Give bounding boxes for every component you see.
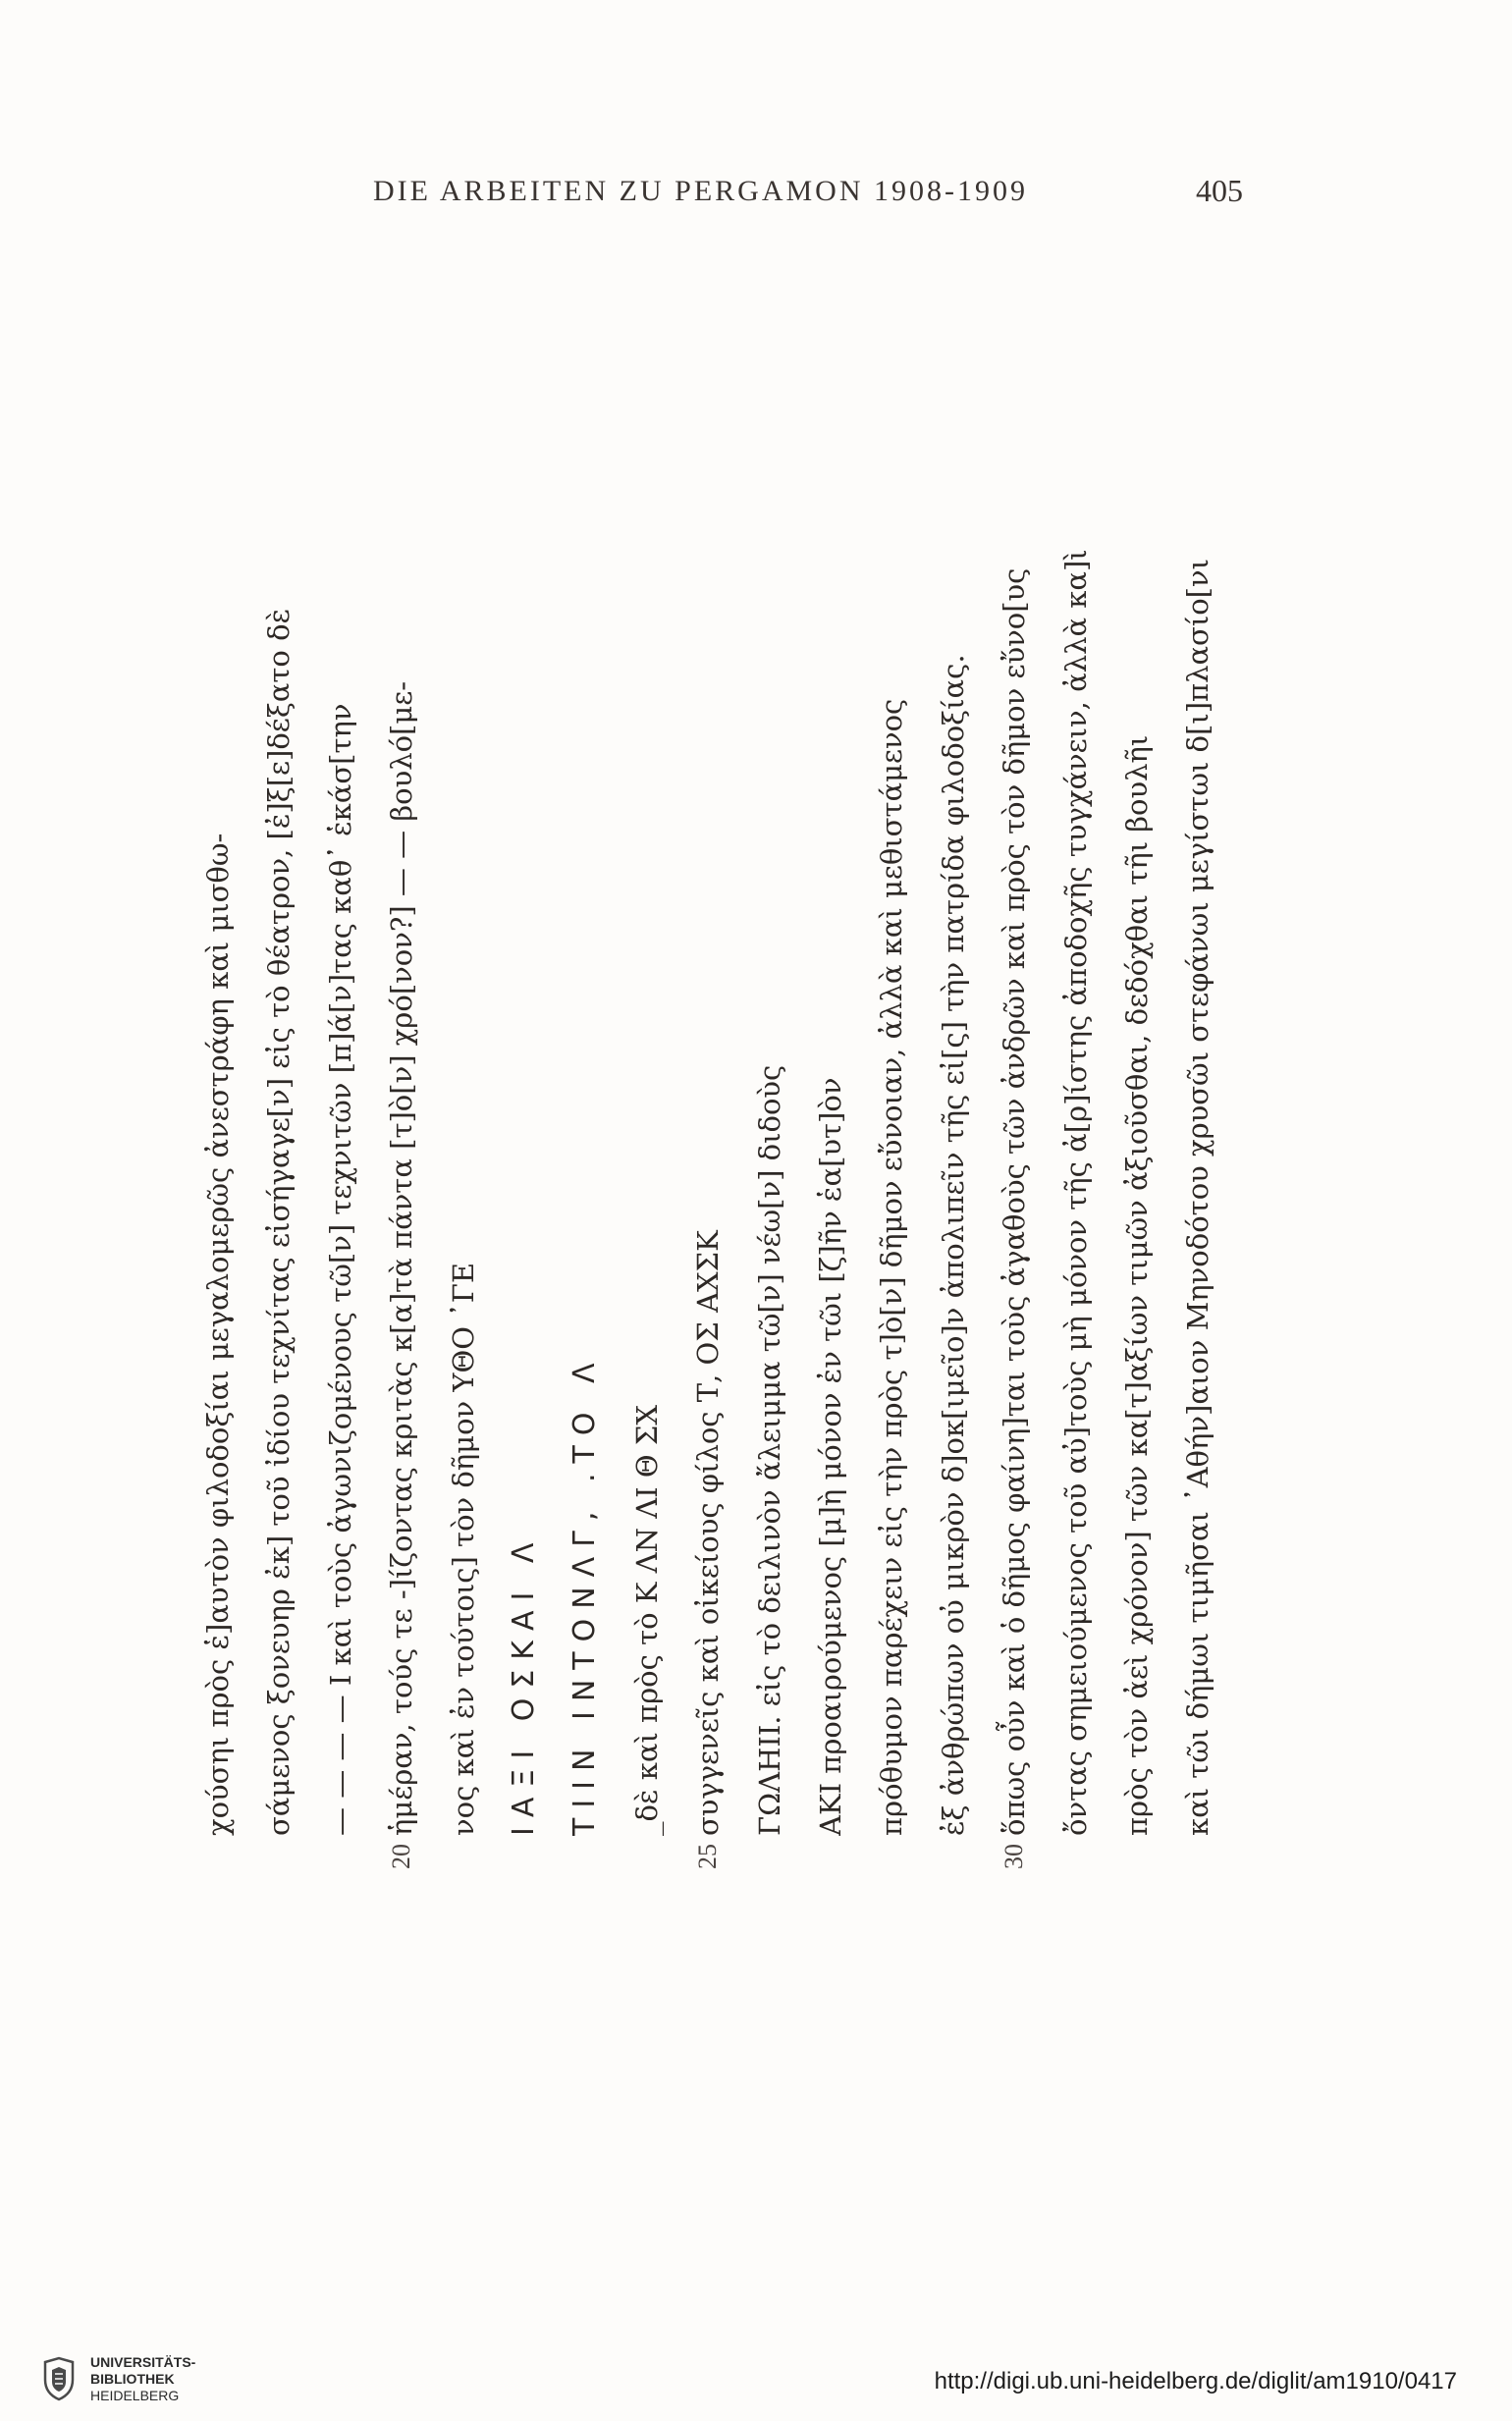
text-line: ΓΩΛΗΙΙ. εἰς τὸ δειλινὸν ἄλειμμα τῶ[ν] νέω[ν] διδοὺς [752,1064,786,1836]
inscription-text-block [196,471,1296,1869]
text-line: καὶ τῶι δήμωι τιμῆσαι ᾿Αθήν]αιον Μηνοδότου χρυσῶι στεφάνωι μεγίστωι δ[ι]πλασίο[νι [1181,559,1215,1836]
footer [0,2346,1512,2421]
text-line: πρὸς τὸν ἀεὶ χρόνον] τῶν κα[τ]αξίων τιμῶν ἀξιοῦσθαι, δεδόχθαι τῆι βουλῆι [1120,734,1154,1836]
library-name-line-2: BIBLIOTHEK [90,2371,175,2387]
text-line: χούσηι πρὸς ἑ]αυτὸν φιλοδοξίαι μεγαλομερῶς ἀνεστράφη καὶ μισθω- [201,833,235,1836]
text-line: _δὲ καὶ πρὸς τὸ Κ ΛΝ ΛΙ Θ ΣΧ [629,1405,664,1836]
text-line: ΑΚΙ προαιρούμενος [μ]ὴ μόνον ἐν τῶι [ζ]ῆν ἑα[υτ]ὸν [814,1077,847,1836]
line-number: 20 [387,1844,416,1869]
text-line: ὅπως οὖν καὶ ὁ δῆμος φαίνη]ται τοὺς ἀγαθοὺς τῶν ἀνδρῶν καὶ πρὸς τὸν δῆμον εὔνο[υς [998,567,1032,1836]
library-name [90,2354,195,2404]
text-line: ἡμέραν, τούς τε -]ίζοντας κριτὰς κ[α]τὰ πάντα [τ]ὸ[ν] χρό[νον?] — — βουλό[με- [385,680,419,1836]
source-url[interactable]: http://digi.ub.uni-heidelberg.de/diglit/am1910/0417 [934,2368,1457,2394]
text-line: — — — — Ι καὶ τοὺς ἀγωνιζομένους τῶ[ν] τεχνιτῶν [π]ά[ν]τας καθ᾽ ἑκάσ[την [323,703,357,1836]
text-line: ἐξ ἀνθρώπων οὐ μικρὸν δ]οκ[ιμεῖο]ν ἀπολιπεῖν τῆς εἰ[ς] τὴν πατρίδα φιλοδοξίας. [936,654,970,1836]
line-number: 25 [693,1844,723,1869]
text-line: σάμενος ξονευηρ ἐκ] τοῦ ἰδίου τεχνίτας εἰσήγαγε[ν] εἰς τὸ θέατρον, [ἐ]ξ[ε]δέξατο δὲ [262,608,297,1836]
text-line: ὄντας σημειούμενος τοῦ αὐ]τοὺς μὴ μόνον τῆς ἀ[ρ]ίστης ἀποδοχῆς τυγχάνειν, ἀλλὰ κα]ὶ [1058,549,1093,1836]
text-line: συγγενεῖς καὶ οἰκείους φίλος Τ, ΟΣ ΑΧΣΚ [691,1230,726,1836]
page-number: 405 [1196,173,1243,208]
line-number: 30 [999,1844,1029,1869]
running-title: DIE ARBEITEN ZU PERGAMON 1908-1909 [373,175,1028,207]
text-line: πρόθυμον παρέχειν εἰς τὴν πρὸς τ]ὸ[ν] δῆμον εὔνοιαν, ἀλλὰ καὶ μεθιστάμενος [875,698,909,1836]
library-name-line-3: HEIDELBERG [90,2388,180,2403]
university-seal-icon [41,2356,77,2401]
text-line: νος καὶ ἐν τούτοις] τὸν δῆμον ΥΘΟ ᾿ΓΕ [446,1262,480,1836]
text-line: ΤΙΙΝ ΙΝΤΟΝΛΓ, .ΤΟ Λ [567,1353,603,1836]
text-line: ΙΑΞΙ ΟΣΚΑΙ Λ [507,1533,541,1836]
library-name-line-1: UNIVERSITÄTS- [90,2354,196,2370]
